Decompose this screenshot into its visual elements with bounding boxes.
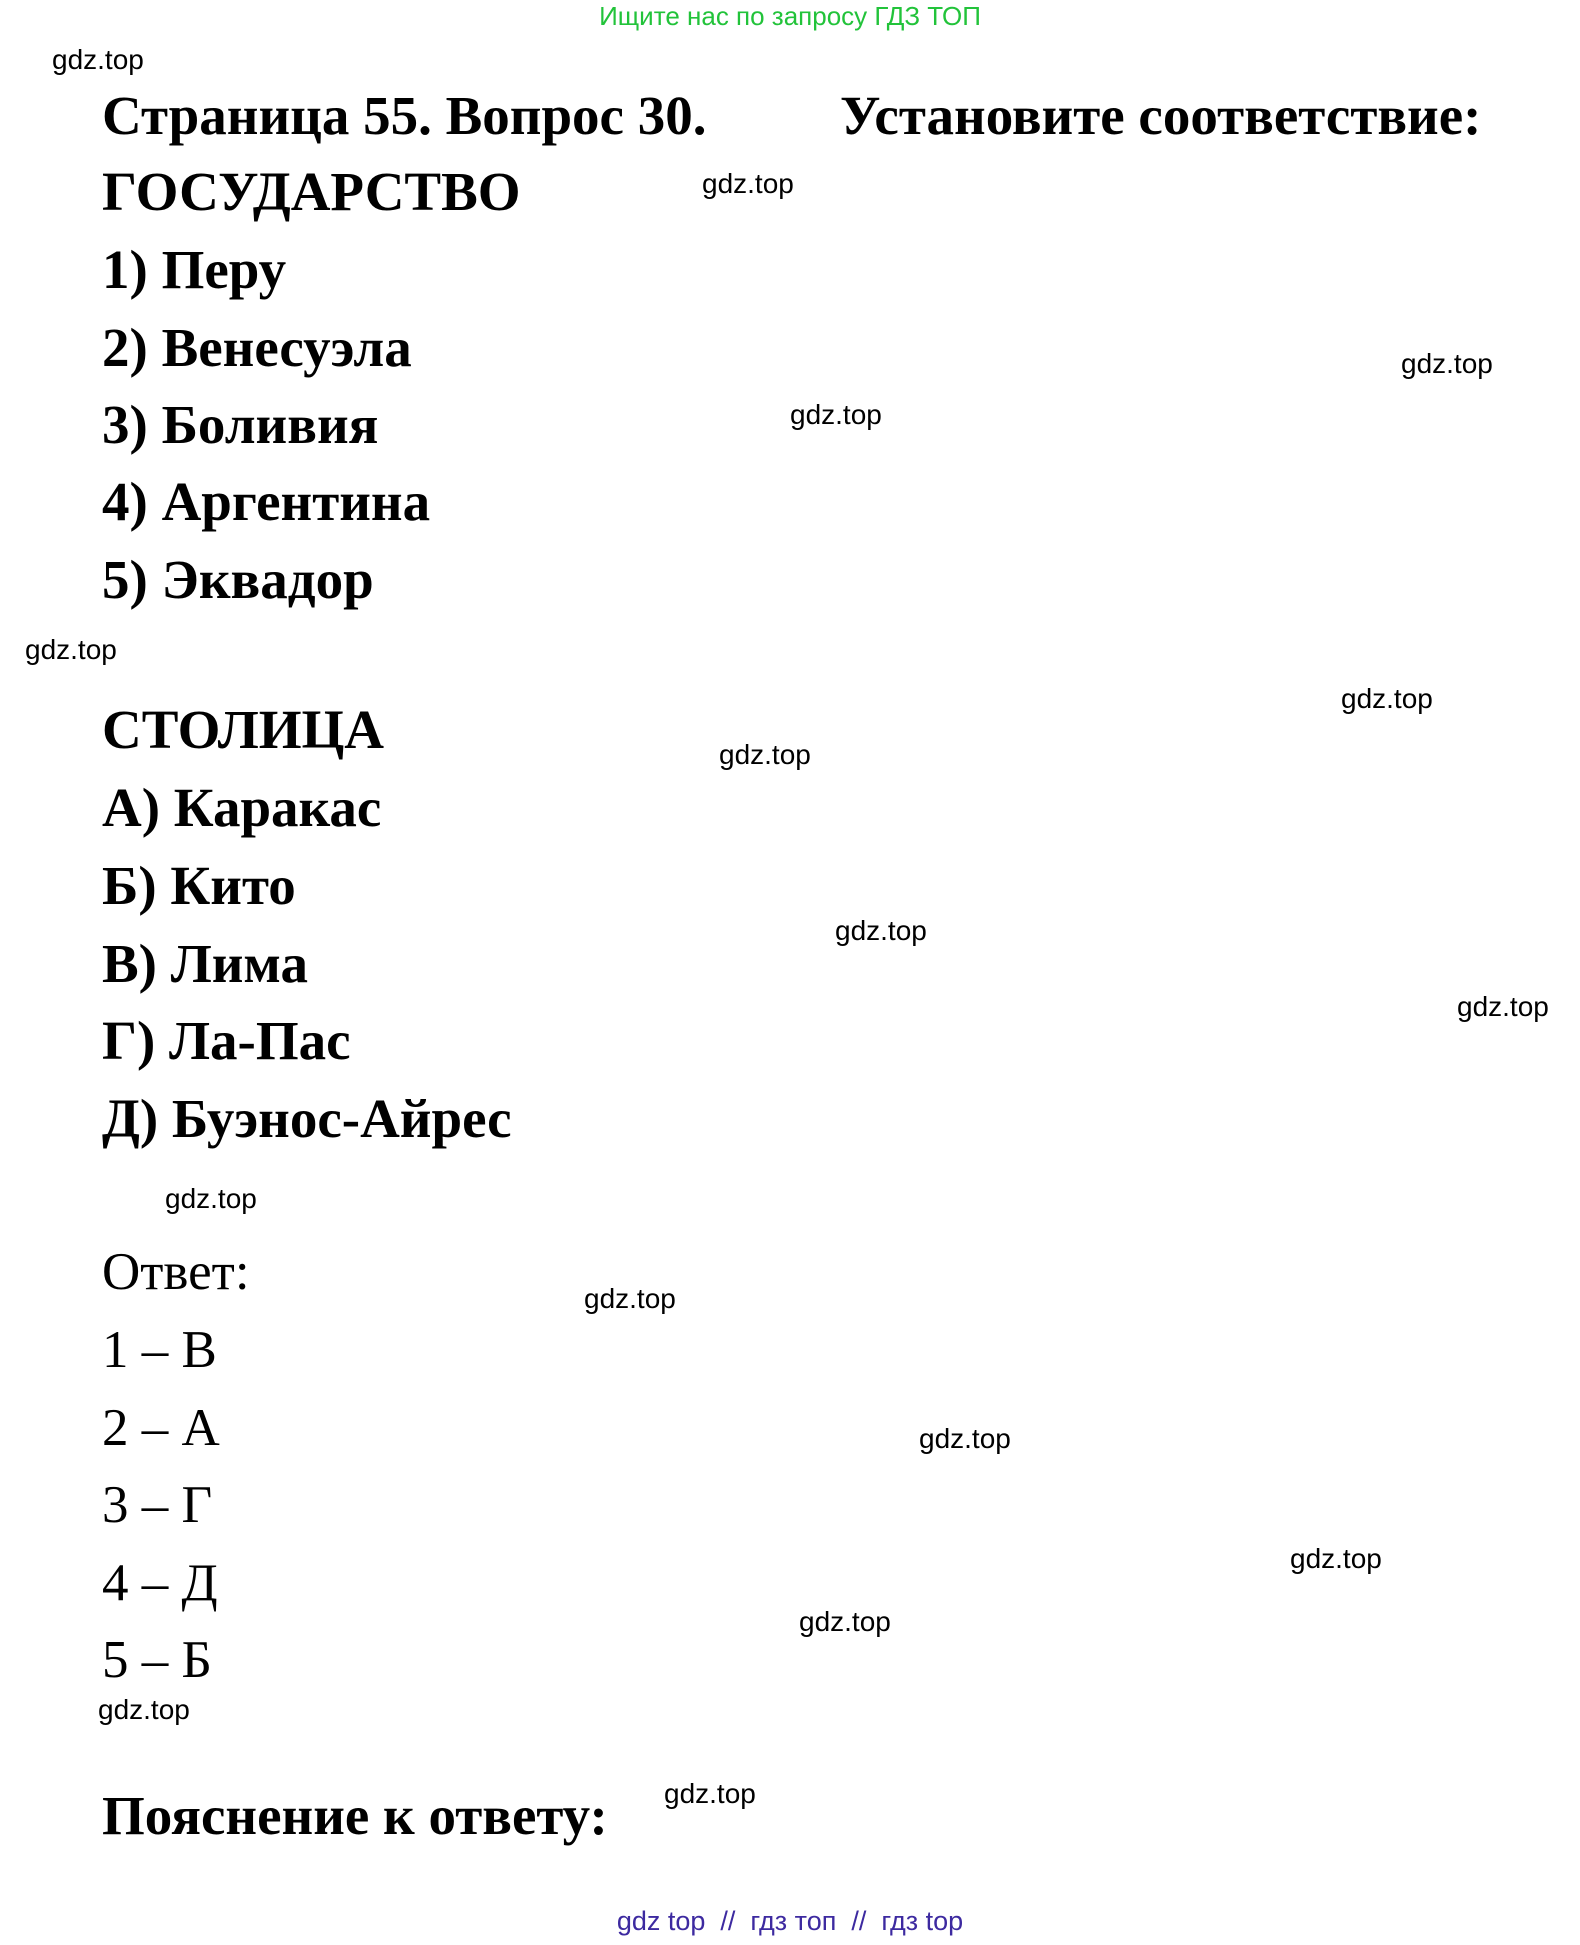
watermark: gdz.top [165, 1183, 257, 1214]
footer-links[interactable]: gdz top // гдз топ // гдз top [616, 1906, 964, 1936]
capitals-heading: СТОЛИЦА [102, 699, 384, 760]
state-item: 4) Аргентина [102, 471, 431, 532]
capital-item: Б) Кито [102, 855, 296, 916]
watermark: gdz.top [664, 1778, 756, 1809]
states-heading: ГОСУДАРСТВО [102, 161, 521, 222]
capital-item: Д) Буэнос-Айрес [102, 1088, 512, 1149]
watermark: gdz.top [1290, 1543, 1382, 1574]
watermark: gdz.top [919, 1423, 1011, 1454]
watermark: gdz.top [98, 1694, 190, 1725]
page-title: Страница 55. Вопрос 30. [102, 85, 707, 146]
state-item: 2) Венесуэла [102, 317, 412, 378]
state-item: 1) Перу [102, 239, 287, 300]
watermark: gdz.top [799, 1606, 891, 1637]
watermark: gdz.top [790, 399, 882, 430]
answer-item: 4 – Д [102, 1554, 218, 1612]
explanation-heading: Пояснение к ответу: [102, 1785, 608, 1846]
watermark: gdz.top [1457, 991, 1549, 1022]
watermark: gdz.top [719, 739, 811, 770]
promo-banner[interactable]: Ищите нас по запросу ГДЗ ТОП [599, 1, 981, 31]
answer-label: Ответ: [102, 1243, 250, 1301]
task-text: Установите соответствие: [840, 85, 1482, 146]
watermark: gdz.top [702, 168, 794, 199]
capital-item: В) Лима [102, 933, 309, 994]
watermark: gdz.top [52, 44, 144, 75]
capital-item: Г) Ла-Пас [102, 1010, 351, 1071]
answer-item: 5 – Б [102, 1631, 212, 1689]
capital-item: А) Каракас [102, 777, 382, 838]
watermark: gdz.top [25, 634, 117, 665]
state-item: 3) Боливия [102, 394, 379, 455]
watermark: gdz.top [1341, 683, 1433, 714]
answer-item: 2 – А [102, 1399, 220, 1457]
state-item: 5) Эквадор [102, 549, 374, 610]
watermark: gdz.top [1401, 348, 1493, 379]
answer-item: 3 – Г [102, 1476, 213, 1534]
watermark: gdz.top [835, 915, 927, 946]
watermark: gdz.top [584, 1283, 676, 1314]
answer-item: 1 – В [102, 1321, 217, 1379]
